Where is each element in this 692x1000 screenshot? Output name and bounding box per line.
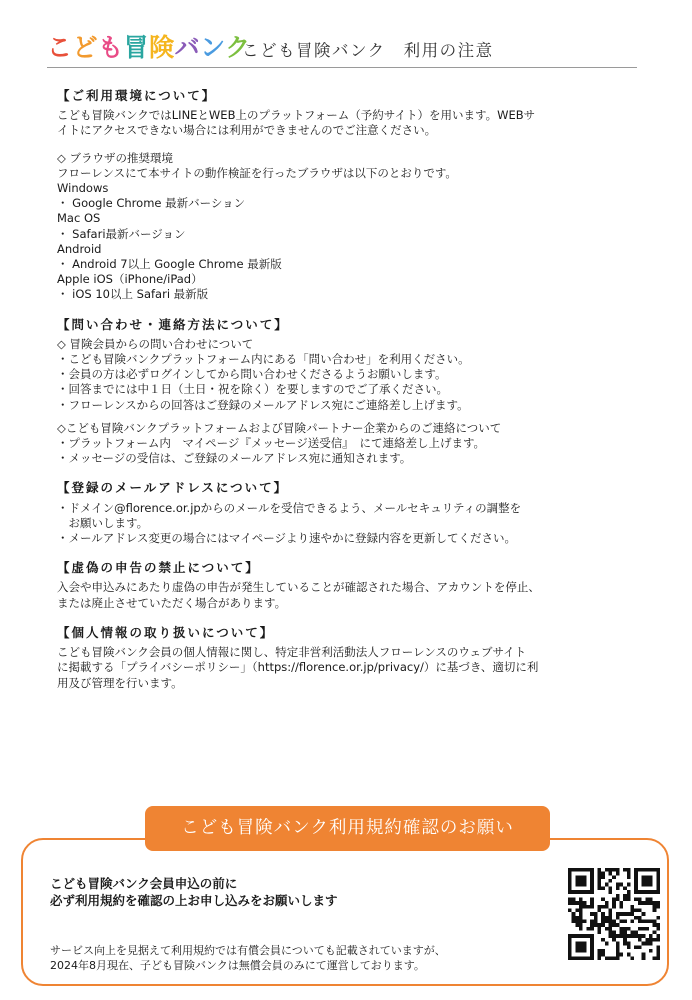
- section-paragraph: ◇こども冒険バンクプラットフォームおよび冒険パートナー企業からのご連絡について ・プラットフォーム内 マイページ『メッセージ送受信』 にて連絡差し上げます。 ・メッセージの受信は、ご登録のメールアドレス宛に通知されます。: [57, 420, 502, 466]
- section-heading: 【問い合わせ・連絡方法について】: [57, 316, 289, 332]
- page-header: [47, 28, 637, 68]
- notice-note: サービス向上を見据えて利用規約では有償会員についても記載されていますが、 2024年8月現在、子ども冒険バンクは無償会員のみにて運営しております。: [50, 944, 446, 972]
- section-false-report: [57, 560, 642, 611]
- section-heading: 【登録のメールアドレスについて】: [57, 480, 289, 496]
- section-paragraph: 入会や申込みにあたり虚偽の申告が発生していることが確認された場合、アカウントを停止、 または廃止させていただく場合があります。: [57, 580, 540, 610]
- header-divider: [47, 67, 637, 68]
- section-paragraph: こども冒険バンクではLINEとWEB上のプラットフォーム（予約サイト）を用います。WEBサ イトにアクセスできない場合には利用ができませんのでご注意ください。: [57, 108, 536, 138]
- page-title: こども冒険バンク 利用の注意: [242, 41, 494, 60]
- section-paragraph: ◇ 冒険会員からの問い合わせについて ・こども冒険バンクプラットフォーム内にある「問い合わせ」を利用ください。 ・会員の方は必ずログインしてから問い合わせくださるようお願いします。 ・回答までには中１日（土日・祝を除く）を要しますのでご了承ください。 ・フローレンスからの回答はご登録のメールアドレス宛にご連絡差し上げます。: [57, 336, 470, 412]
- section-heading: 【虚偽の申告の禁止について】: [57, 560, 260, 576]
- qr-code-icon[interactable]: [568, 868, 660, 960]
- brand-logo: こども冒険バンク: [47, 33, 251, 62]
- section-paragraph: こども冒険バンク会員の個人情報に関し、特定非営利活動法人フローレンスのウェブサイト に掲載する「プライバシーポリシー」（https://florence.or.jp/privacy/）に基づき、適切に利 用及び管理を行います。: [57, 645, 539, 690]
- section-email: [57, 480, 642, 546]
- notice-main-text: こども冒険バンク会員申込の前に 必ず利用規約を確認の上お申し込みをお願いします: [50, 876, 338, 908]
- section-heading: 【ご利用環境について】: [57, 88, 217, 103]
- section-contact: [57, 317, 642, 467]
- notice-banner: こども冒険バンク利用規約確認のお願い: [145, 806, 550, 851]
- section-privacy: [57, 625, 642, 691]
- section-heading: 【個人情報の取り扱いについて】: [57, 624, 275, 640]
- section-paragraph: ・ドメイン@florence.or.jpからのメールを受信できるよう、メールセキュリティの調整を お願いします。 ・メールアドレス変更の場合にはマイページより速やかに登録内容を更新してください。: [57, 500, 522, 546]
- section-environment: [57, 88, 642, 303]
- notice-box: [21, 838, 669, 986]
- browser-list: ◇ ブラウザの推奨環境 フローレンスにて本サイトの動作検証を行ったブラウザは以下のとおりです。 Windows ・ Google Chrome 最新バーション Mac OS ・ Safari最新バージョン Android ・ Android 7以上 Google Chrome 最新版 Apple iOS（iPhone/iPad） ・ iOS 10以上 Safari 最新版: [57, 150, 457, 302]
- terms-content: [57, 88, 642, 691]
